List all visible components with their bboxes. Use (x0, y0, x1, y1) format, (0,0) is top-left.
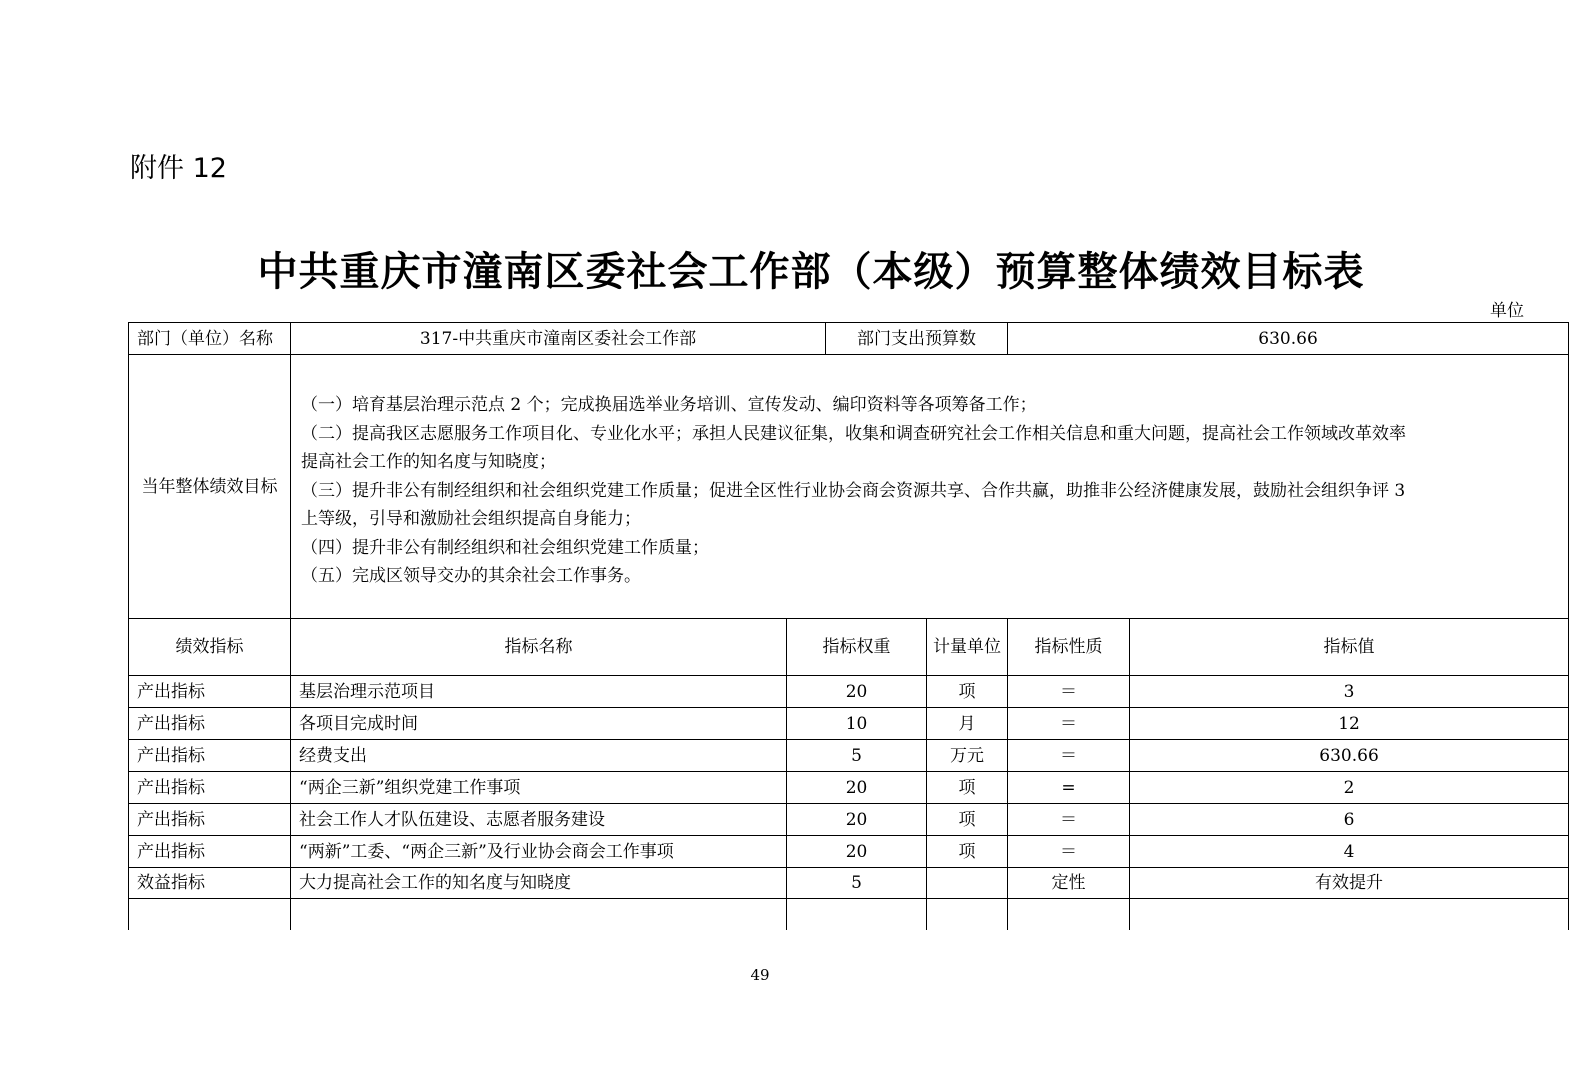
row-weight: 20 (787, 772, 927, 804)
row-weight: 5 (787, 868, 927, 899)
row-weight: 20 (787, 676, 927, 708)
row-nature: ＝ (1008, 836, 1130, 868)
row-weight: 20 (787, 836, 927, 868)
row-weight: 10 (787, 708, 927, 740)
row-value: 6 (1130, 804, 1569, 836)
table-row (129, 836, 1569, 868)
goal-line: 上等级，引导和激励社会组织提高自身能力； (301, 509, 641, 529)
empty-cell (291, 899, 787, 930)
row-category: 产出指标 (129, 676, 291, 708)
row-name: 经费支出 (291, 740, 787, 772)
row-category: 产出指标 (129, 836, 291, 868)
row-weight: 20 (787, 804, 927, 836)
goal-line: 提高社会工作的知名度与知晓度； (301, 452, 556, 472)
dept-value: 317-中共重庆市潼南区委社会工作部 (291, 323, 826, 355)
goals-label: 当年整体绩效目标 (129, 355, 291, 619)
row-category: 产出指标 (129, 772, 291, 804)
row-weight: 5 (787, 740, 927, 772)
row-unit (927, 868, 1008, 899)
row-nature: ＝ (1008, 740, 1130, 772)
row-category: 产出指标 (129, 708, 291, 740)
goal-line: （三）提升非公有制经组织和社会组织党建工作质量；促进全区性行业协会商会资源共享、合作共赢，助推非公经济健康发展，鼓励社会组织争评 3 (301, 480, 1406, 501)
row-unit: 万元 (927, 740, 1008, 772)
header-unit: 计量单位 (927, 619, 1008, 676)
row-value: 12 (1130, 708, 1569, 740)
row-value: 2 (1130, 772, 1569, 804)
empty-cell (1008, 899, 1130, 930)
header-weight: 指标权重 (787, 619, 927, 676)
row-unit: 项 (927, 836, 1008, 868)
table-row (129, 868, 1569, 899)
table-row (129, 708, 1569, 740)
budget-label: 部门支出预算数 (826, 323, 1008, 355)
row-nature: ＝ (1008, 804, 1130, 836)
row-nature: 定性 (1008, 868, 1130, 899)
empty-cell (927, 899, 1008, 930)
row-name: “两新”工委、“两企三新”及行业协会商会工作事项 (291, 836, 787, 868)
row-value: 3 (1130, 676, 1569, 708)
page-number: 49 (750, 966, 770, 984)
goal-line: （五）完成区领导交办的其余社会工作事务。 (301, 566, 641, 586)
table-header-row (129, 619, 1569, 676)
row-unit: 月 (927, 708, 1008, 740)
row-value: 630.66 (1130, 740, 1569, 772)
row-category: 产出指标 (129, 740, 291, 772)
row-name: 各项目完成时间 (291, 708, 787, 740)
row-name: 大力提高社会工作的知名度与知晓度 (291, 868, 787, 899)
row-unit: 项 (927, 772, 1008, 804)
row-name: 基层治理示范项目 (291, 676, 787, 708)
attachment-label: 附件 12 (130, 153, 227, 184)
table-row (129, 804, 1569, 836)
empty-cell (787, 899, 927, 930)
empty-cell (1130, 899, 1569, 930)
table-row (129, 772, 1569, 804)
row-nature: ＝ (1008, 676, 1130, 708)
row-value: 有效提升 (1130, 868, 1569, 899)
row-name: 社会工作人才队伍建设、志愿者服务建设 (291, 804, 787, 836)
row-unit: 项 (927, 804, 1008, 836)
row-category: 效益指标 (129, 868, 291, 899)
goal-line: （四）提升非公有制经组织和社会组织党建工作质量； (301, 537, 709, 558)
row-nature: ＝ (1008, 708, 1130, 740)
header-nature: 指标性质 (1008, 619, 1130, 676)
unit-label: 单位 (1490, 301, 1524, 321)
goal-line: （二）提高我区志愿服务工作项目化、专业化水平；承担人民建议征集，收集和调查研究社会工作相关信息和重大问题，提高社会工作领域改革效率 (301, 423, 1406, 444)
header-name: 指标名称 (291, 619, 787, 676)
table-row (129, 676, 1569, 708)
document-title: 中共重庆市潼南区委社会工作部（本级）预算整体绩效目标表 (257, 248, 1365, 295)
empty-row (129, 899, 1569, 930)
goals-row (129, 355, 1569, 619)
header-category: 绩效指标 (129, 619, 291, 676)
row-name: “两企三新”组织党建工作事项 (291, 772, 787, 804)
row-value: 4 (1130, 836, 1569, 868)
header-value: 指标值 (1130, 619, 1569, 676)
empty-cell (129, 899, 291, 930)
dept-row (129, 323, 1569, 355)
table-row (129, 740, 1569, 772)
goals-text (291, 355, 1569, 619)
row-category: 产出指标 (129, 804, 291, 836)
row-unit: 项 (927, 676, 1008, 708)
row-nature: = (1008, 772, 1130, 804)
dept-label: 部门（单位）名称 (129, 323, 291, 355)
performance-table (128, 322, 1569, 930)
goal-line: （一）培育基层治理示范点 2 个；完成换届选举业务培训、宣传发动、编印资料等各项筹备工作； (301, 395, 1037, 415)
budget-value: 630.66 (1008, 323, 1569, 355)
